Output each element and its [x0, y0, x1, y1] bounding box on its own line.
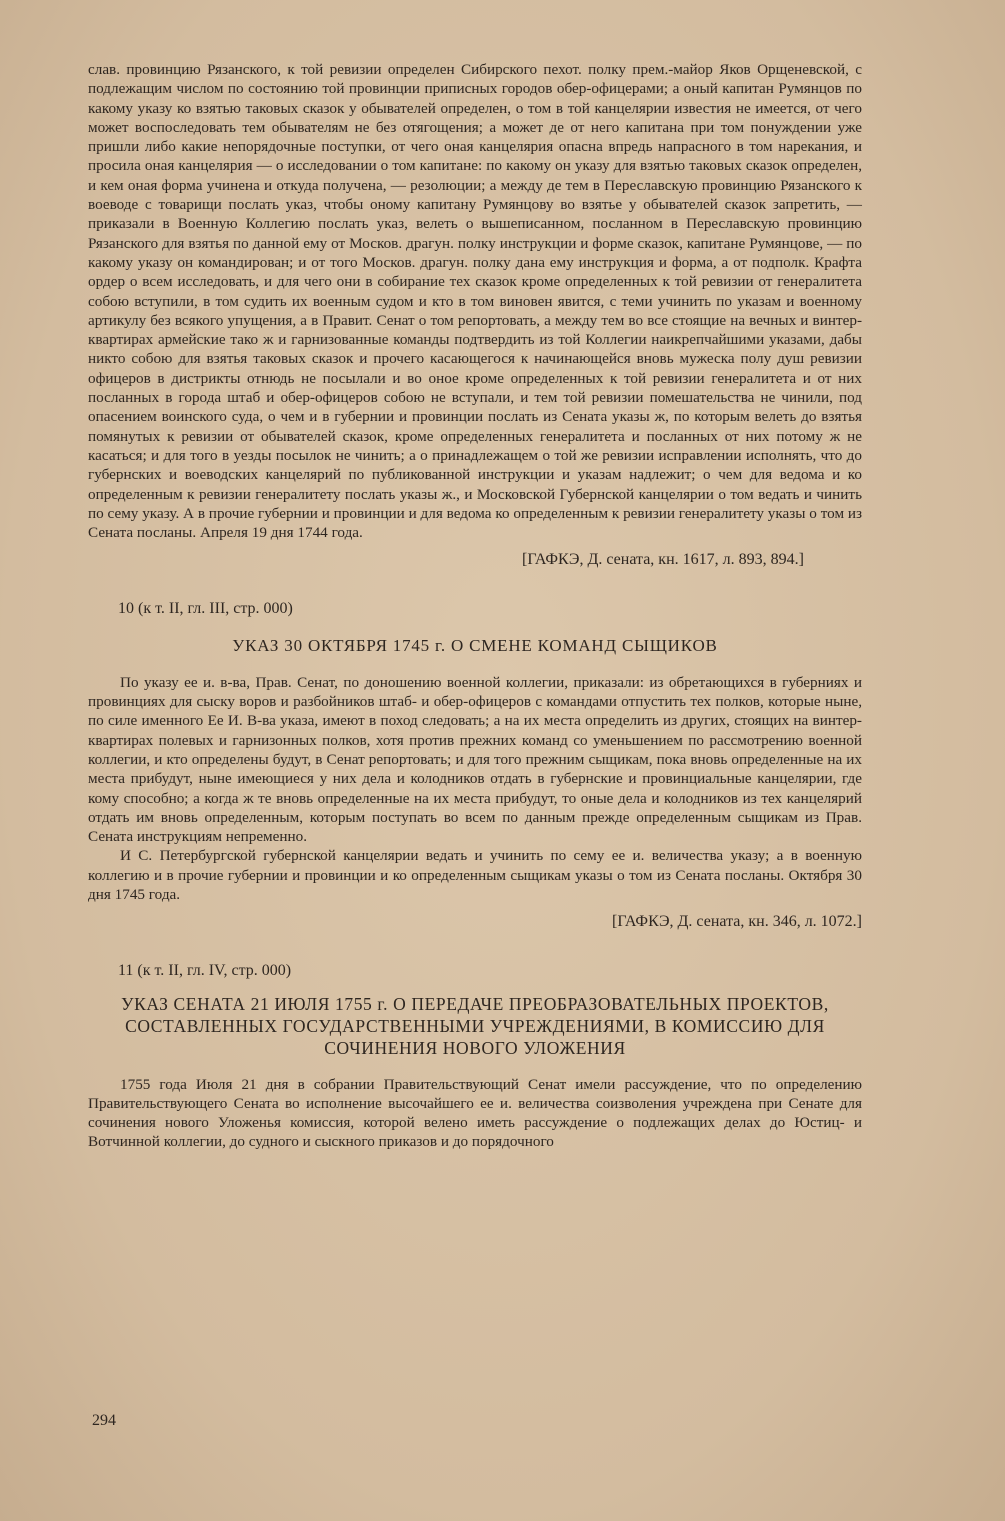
section-reference-11: 11 (к т. II, гл. IV, стр. 000): [118, 962, 292, 980]
section-title-11: УКАЗ СЕНАТА 21 ИЮЛЯ 1755 г. О ПЕРЕДАЧЕ ПРЕОБРАЗОВАТЕЛЬНЫХ ПРОЕКТОВ, СОСТАВЛЕННЫХ ГОСУДАРСТВЕННЫМИ УЧРЕЖДЕНИЯМИ, В КОМИССИЮ ДЛЯ СОЧИНЕНИЯ НОВОГО УЛОЖЕНИЯ: [121, 993, 829, 1058]
section-reference-10: 10 (к т. II, гл. III, стр. 000): [118, 600, 293, 618]
body-paragraph: слав. провинцию Рязанского, к той ревизии определен Сибирского пехот. полку прем.-майор Яков Орщеневской, с подлежащим числом по состоянию той провинции приписных городов обер-офицерами; а оный капитан Румянцов по какому указу ко взятью таковых сказок у обывателей определен, о том в той канцелярии известия не имеется, от чего может воспоследовать тем обывателям не без отягощения; а может де от него капитана при том понуждении уже пришли либо какие непорядочные поступки, от чего оная канцелярия опасна впредь напрасного в том нарекания, и просила оная канцелярия — о исследовании о том капитане: по какому он указу для взятью таковых сказок определен, и кем оная форма учинена и откуда получена, — резолюции; а между де тем в Переславскую провинцию Рязанского к воеводе с товарищи послать указ, чтобы оному капитану Румянцову во взятье у обывателей сказок запретить, — приказали в Военную Коллегию послать указ, велеть о вышеписанном, посланном в Переславскую провинцию Рязанского для взятья по данной ему от Москов. драгун. полку инструкции и форме сказок, капитане Румянцове, — по какому указу он командирован; и от того Москов. драгун. полку дана ему инструкция и форма, а от подполк. Крафта ордер о всем исследовать, и для чего они в собирание тех сказок кроме определенных к той ревизии от генералитета собою вступили, в том судить их военным судом и кто в том виновен явится, с теми учинить по указам и военному артикулу без всякого упущения, а в Правит. Сенат о том репортовать, а между тем во все стоящие на вечных и винтер-квартирах армейские тако ж и гарнизованные команды подтвердить из той Коллегии наикрепчайшими указами, дабы никто собою для взятья таковых сказок и прочего касающегося к начинающейся вновь мужеска полу душ ревизии офицеров в дистрикты отнюдь не посылали и во оное кроме определенных к той ревизии генералитета и от них посланных в города штаб и обер-офицеров собою не вступали, и тем той ревизии помешательства не чинили, под опасением воинского суда, о чем и в губернии и провинции послать из Сената указы ж, по которым велеть до взятья помянутых к ревизии от обывателей сказок, кроме определенных генералитета и посланных от них потому ж не касаться; и для того в уезды посылок не чинить; а о принадлежащем о той же ревизии исправлении исполнять, что до губернских и воеводских канцелярий по публикованной инструкции и указам надлежит; о чем для ведома и ко определенным к ревизии генералитету послать указы ж., и Московской Губернской канцелярии о том ведать и чинить по сему указу. А в прочие губернии и провинции и для ведома ко определенным к ревизии генералитету указы о том из Сената посланы. Апреля 19 дня 1744 года.: [88, 61, 862, 542]
page-number: 294: [92, 1412, 116, 1429]
archive-source-citation: [ГАФКЭ, Д. сената, кн. 346, л. 1072.]: [612, 913, 862, 931]
text-column: [88, 60, 862, 1152]
body-paragraph: И С. Петербургской губернской канцелярии ведать и учинить по сему ее и. величества указу; а в военную коллегию и в прочие губернии и провинции и ко определенным сыщикам указы о том из Сената посланы. Октября 30 дня 1745 года.: [88, 847, 862, 903]
body-paragraph: 1755 года Июля 21 дня в собрании Правительствующий Сенат имели рассуждение, что по определению Правительствующего Сената во исполнение высочайшего ее и. величества соизволения учреждена при Сенате для сочинения нового Уложенья комиссия, которой велено иметь рассуждение о подлежащих делах до Юстиц- и Вотчинной коллегии, до судного и сыскного приказов и до порядочного: [88, 1075, 862, 1151]
body-paragraph: По указу ее и. в-ва, Прав. Сенат, по доношению военной коллегии, приказали: из обретающихся в губерниях и провинциях для сыску воров и разбойников штаб- и обер-офицеров с командами отпустить тех полков, которые ныне, по силе именного Ее И. В-ва указа, имеют в поход следовать; а на их места определить из других, стоящих на винтер-квартирах полевых и гарнизонных полков, хотя против прежних команд со уменьшением по рассмотрению военной коллегии, и кто определены будут, в Сенат репортовать; и для того прежним сыщикам, пока вновь определенные на их места прибудут, ныне имеющиеся у них дела и колодников отдать в губернские и провинциальные канцелярии, где кому способно; а когда ж те вновь определенные на их места прибудут, то оные дела и колодников из тех канцелярий отдать им вновь определенным, которым поступать во всем по данным прежде определенным сыщикам из Прав. Сената инструкциям непременно.: [88, 673, 862, 846]
section-title-10: УКАЗ 30 ОКТЯБРЯ 1745 г. О СМЕНЕ КОМАНД СЫЩИКОВ: [232, 635, 718, 655]
archive-source-citation: [ГАФКЭ, Д. сената, кн. 1617, л. 893, 894.]: [522, 551, 804, 569]
